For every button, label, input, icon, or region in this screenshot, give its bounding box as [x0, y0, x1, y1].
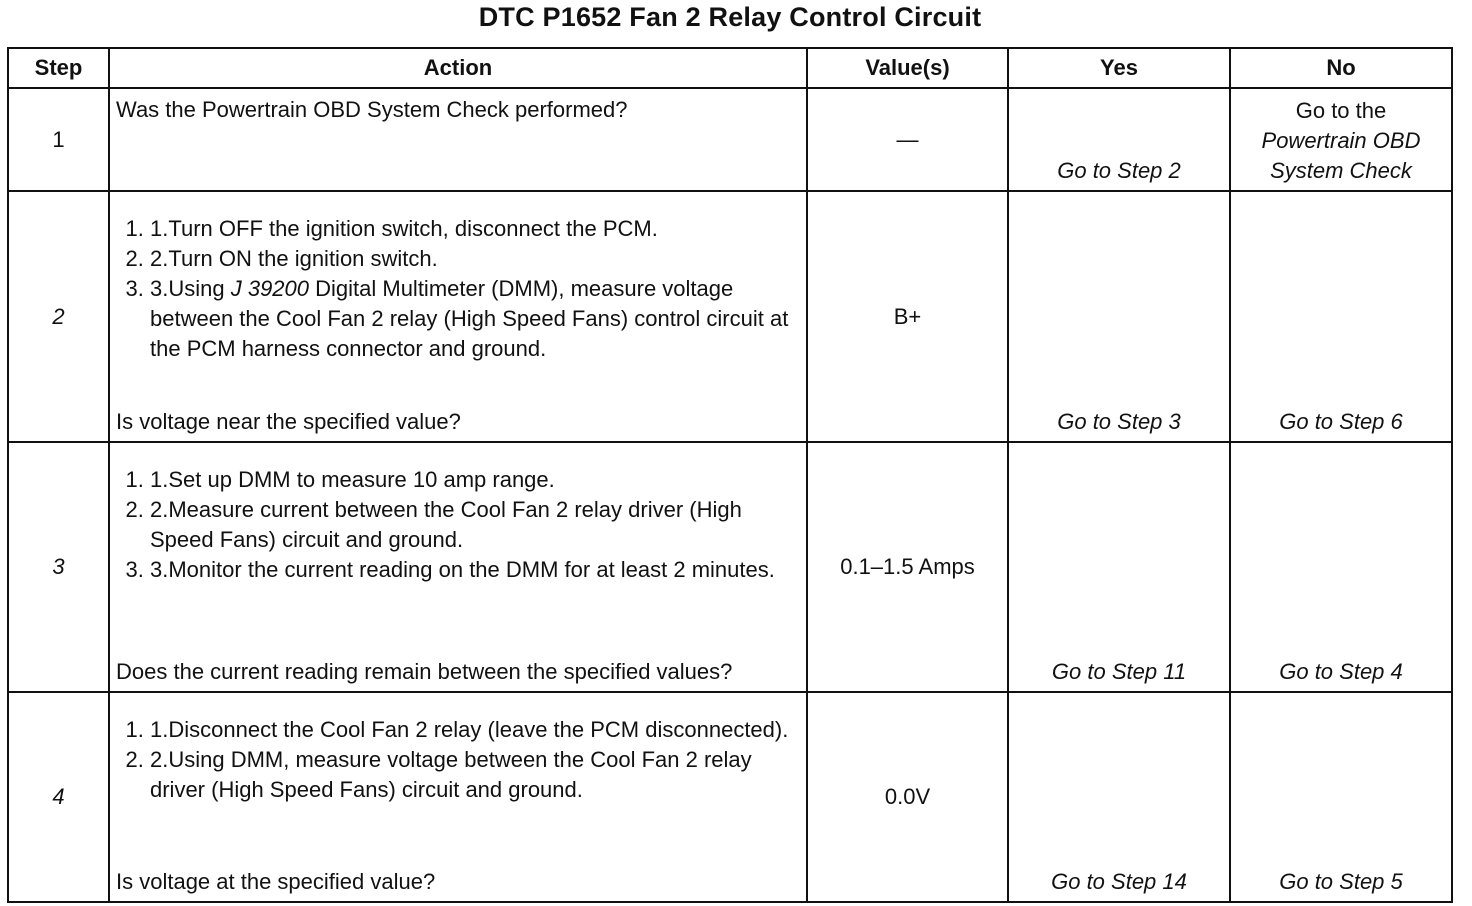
- action-cell: [109, 692, 807, 902]
- list-item: [150, 715, 806, 745]
- yes-text: Go to Step 11: [1051, 659, 1187, 684]
- action-question: Was the Powertrain OBD System Check performed?: [116, 97, 628, 122]
- step-number: 4: [8, 692, 109, 902]
- item-text: Turn OFF the ignition switch, disconnect the PCM.: [168, 216, 658, 241]
- list-item: [150, 244, 806, 274]
- header-no: No: [1230, 48, 1452, 88]
- header-values: Value(s): [807, 48, 1008, 88]
- item-text: Measure current between the Cool Fan 2 relay driver (High Speed Fans) circuit and ground.: [150, 497, 742, 552]
- no-cell: [1230, 191, 1452, 442]
- list-item: [150, 465, 806, 495]
- header-step: Step: [8, 48, 109, 88]
- header-yes: Yes: [1008, 48, 1230, 88]
- action-cell: [109, 88, 807, 191]
- action-question: Does the current reading remain between the specified values?: [116, 659, 733, 684]
- item-text: [150, 276, 788, 361]
- action-list: [110, 465, 806, 585]
- tool-number: J 39200: [230, 276, 310, 301]
- action-cell: [109, 191, 807, 442]
- list-item: [150, 745, 806, 805]
- item-text: Set up DMM to measure 10 amp range.: [168, 467, 555, 492]
- item-text: Monitor the current reading on the DMM for at least 2 minutes.: [168, 557, 775, 582]
- item-number: 1.: [150, 467, 169, 492]
- action-list: [110, 214, 806, 364]
- value-cell: —: [807, 88, 1008, 191]
- yes-text: Go to Step 3: [1057, 409, 1181, 434]
- step-number: 2: [8, 191, 109, 442]
- action-list: [110, 715, 806, 805]
- item-number: 2.: [150, 246, 169, 271]
- action-question: Is voltage near the specified value?: [116, 409, 461, 434]
- item-number: 1.: [150, 717, 169, 742]
- page-title: DTC P1652 Fan 2 Relay Control Circuit: [478, 2, 982, 32]
- header-row: [8, 48, 1452, 88]
- item-text: Disconnect the Cool Fan 2 relay (leave the PCM disconnected).: [168, 717, 789, 742]
- item-number: 3.: [150, 276, 169, 301]
- list-item: [150, 274, 806, 364]
- list-item: [150, 495, 806, 555]
- table-row: [8, 88, 1452, 191]
- header-action: Action: [109, 48, 807, 88]
- item-rest: Digital Multimeter (DMM), measure voltage between the Cool Fan 2 relay (High Speed Fans) control circuit at the PCM harness connector and ground.: [150, 276, 789, 361]
- item-number: 1.: [150, 216, 169, 241]
- value-cell: 0.0V: [807, 692, 1008, 902]
- action-question: Is voltage at the specified value?: [116, 869, 436, 894]
- yes-cell: [1008, 88, 1230, 191]
- table-row: [8, 442, 1452, 692]
- no-cell: [1230, 88, 1452, 191]
- step-number: 3: [8, 442, 109, 692]
- yes-text: Go to Step 2: [1057, 158, 1181, 183]
- diagnostic-table: [7, 47, 1453, 903]
- no-prefix: Go to the: [1295, 98, 1387, 123]
- no-text: Go to Step 4: [1279, 659, 1403, 684]
- value-cell: B+: [807, 191, 1008, 442]
- no-link: Powertrain OBD System Check: [1261, 128, 1421, 183]
- item-number: 3.: [150, 557, 169, 582]
- item-text: Turn ON the ignition switch.: [168, 246, 438, 271]
- no-cell: [1230, 692, 1452, 902]
- action-cell: [109, 442, 807, 692]
- yes-cell: [1008, 442, 1230, 692]
- no-text: Go to Step 6: [1279, 409, 1403, 434]
- item-text: Using DMM, measure voltage between the Cool Fan 2 relay driver (High Speed Fans) circuit and ground.: [150, 747, 752, 802]
- item-prefix: Using: [168, 276, 231, 301]
- item-number: 2.: [150, 497, 169, 522]
- yes-text: Go to Step 14: [1051, 869, 1187, 894]
- item-number: 2.: [150, 747, 169, 772]
- step-number: 1: [8, 88, 109, 191]
- yes-cell: [1008, 191, 1230, 442]
- list-item: [150, 214, 806, 244]
- yes-cell: [1008, 692, 1230, 902]
- no-text: Go to Step 5: [1279, 869, 1403, 894]
- table-row: [8, 191, 1452, 442]
- no-cell: [1230, 442, 1452, 692]
- list-item: [150, 555, 806, 585]
- value-cell: 0.1–1.5 Amps: [807, 442, 1008, 692]
- table-row: [8, 692, 1452, 902]
